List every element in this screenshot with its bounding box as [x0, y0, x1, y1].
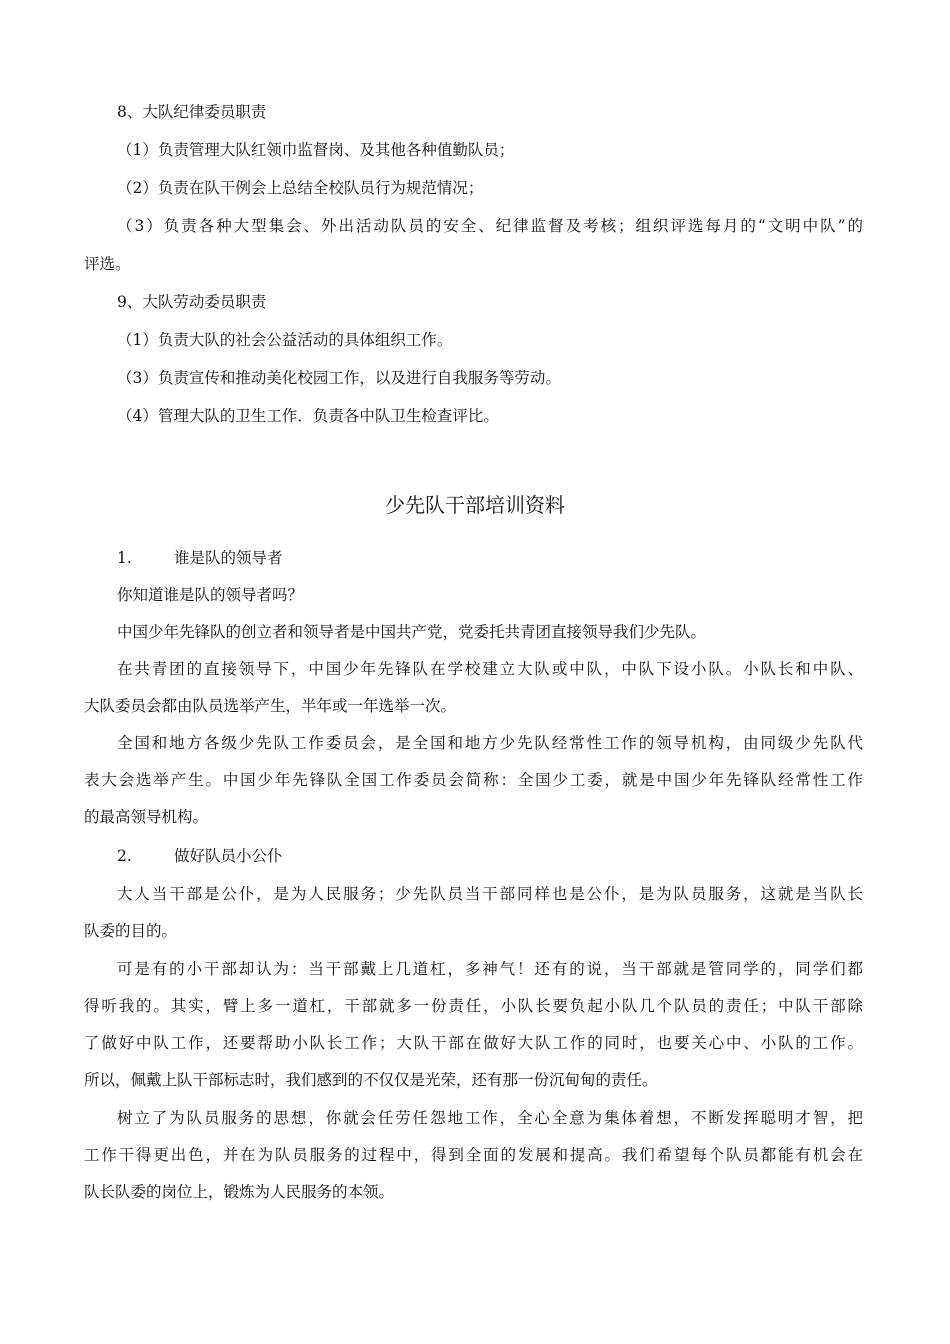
section9-item-2: （3）负责宣传和推动美化校园工作，以及进行自我服务等劳动。 — [117, 369, 561, 387]
part1-line-1: 你知道谁是队的领导者吗？ — [117, 586, 304, 604]
part2-line-2: 队委的目的。 — [84, 922, 178, 940]
part1-line-6: 表大会选举产生。中国少年先锋队全国工作委员会简称：全国少工委，就是中国少年先锋队经常性工作 — [84, 771, 863, 789]
part2-heading — [117, 846, 283, 866]
part1-heading — [117, 548, 283, 568]
part2-number: 2. — [117, 847, 132, 865]
part2-line-5: 了做好中队工作，还要帮助小队长工作；大队干部在做好大队工作的同时，也要关心中、小队的工作。 — [84, 1034, 863, 1052]
part2-line-8: 工作干得更出色，并在为队员服务的过程中，得到全面的发展和提高。我们希望每个队员都能有机会在 — [84, 1146, 863, 1164]
section8-item-1: （1）负责管理大队红领巾监督岗、及其他各种值勤队员； — [117, 141, 515, 159]
section8-heading: 8、大队纪律委员职责 — [117, 103, 267, 121]
part2-line-9: 队长队委的岗位上，锻炼为人民服务的本领。 — [84, 1183, 395, 1201]
part2-line-1: 大人当干部是公仆，是为人民服务；少先队员当干部同样也是公仆，是为队员服务，这就是当队长 — [117, 885, 863, 903]
part1-line-7: 的最高领导机构。 — [84, 808, 209, 826]
part1-line-5: 全国和地方各级少先队工作委员会，是全国和地方少先队经常性工作的领导机构，由同级少先队代 — [117, 734, 863, 752]
part1-line-3: 在共青团的直接领导下，中国少年先锋队在学校建立大队或中队，中队下设小队。小队长和中队、 — [117, 660, 863, 678]
part1-line-4: 大队委员会都由队员选举产生，半年或一年选举一次。 — [84, 697, 457, 715]
part1-number: 1. — [117, 549, 132, 567]
part2-heading-text: 做好队员小公仆 — [174, 847, 283, 865]
section8-item-2: （2）负责在队干例会上总结全校队员行为规范情况； — [117, 179, 484, 197]
part2-line-3: 可是有的小干部却认为：当干部戴上几道杠，多神气！还有的说，当干部就是管同学的，同学们都 — [117, 960, 863, 978]
training-title: 少先队干部培训资料 — [385, 493, 565, 517]
part1-line-2: 中国少年先锋队的创立者和领导者是中国共产党，党委托共青团直接领导我们少先队。 — [117, 623, 707, 641]
part2-line-7: 树立了为队员服务的思想，你就会任劳任怨地工作，全心全意为集体着想，不断发挥聪明才智，把 — [117, 1109, 863, 1127]
section8-item-3-cont: 评选。 — [84, 255, 131, 273]
part2-line-4: 得听我的。其实，臂上多一道杠，干部就多一份责任，小队长要负起小队几个队员的责任；中队干部除 — [84, 997, 863, 1015]
section8-item-3: （3）负责各种大型集会、外出活动队员的安全、纪律监督及考核；组织评选每月的“文明中队”的 — [117, 217, 863, 235]
part2-line-6: 所以，佩戴上队干部标志时，我们感到的不仅仅是光荣，还有那一份沉甸甸的责任。 — [84, 1071, 658, 1089]
section9-heading: 9、大队劳动委员职责 — [117, 293, 267, 311]
section9-item-3: （4）管理大队的卫生工作．负责各中队卫生检查评比。 — [117, 407, 499, 425]
section9-item-1: （1）负责大队的社会公益活动的具体组织工作。 — [117, 331, 453, 349]
part1-heading-text: 谁是队的领导者 — [174, 549, 283, 567]
